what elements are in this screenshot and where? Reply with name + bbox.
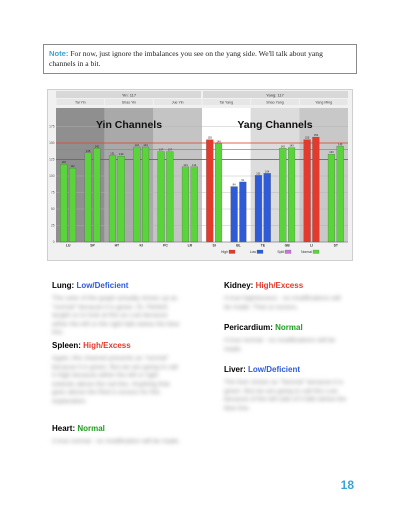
x-tick-label: LU xyxy=(65,243,71,248)
x-tick-label: SI xyxy=(212,243,216,248)
bar-value-label: 144 xyxy=(134,143,139,147)
bar-value-label: 137 xyxy=(158,148,164,152)
kidney-status: High/Excess xyxy=(255,281,304,290)
bar xyxy=(215,144,222,242)
bar xyxy=(337,146,344,242)
x-tick-label: PC xyxy=(163,243,168,248)
bar xyxy=(93,148,100,242)
yin-header-label: Yin: 117 xyxy=(121,92,137,98)
subheader-label: Jue Yin xyxy=(171,100,184,105)
x-tick-label: KI xyxy=(139,243,143,248)
bar-value-label: 145 xyxy=(338,143,343,147)
pericardium-status: Normal xyxy=(275,323,303,332)
bar xyxy=(158,152,165,242)
bar xyxy=(69,168,76,242)
kidney-body: A true high/excess - no modifications will be made. That us excess. xyxy=(224,295,341,311)
bar-value-label: 155 xyxy=(207,136,212,140)
y-tick-label: 25 xyxy=(50,223,55,228)
yang-header-label: Yang: 117 xyxy=(266,92,284,98)
bar xyxy=(328,154,335,242)
subheader-label: Yang Ming xyxy=(315,100,333,105)
bar xyxy=(312,137,319,242)
spleen-body: Again, this channel presents as "normal" because it is green. But we are going to call it High because either the left or right extends above the red line. Anything that goes above the Red is excess for this explanation. xyxy=(52,355,178,405)
lung-heading xyxy=(52,281,128,290)
heart-body: A true normal - no modification will be made. xyxy=(52,438,180,445)
y-tick-label: 150 xyxy=(49,141,55,146)
legend-label: Normal xyxy=(301,250,312,254)
heart-heading xyxy=(52,424,105,433)
bar-value-label: 114 xyxy=(192,163,197,167)
kidney-heading xyxy=(224,281,303,290)
bar xyxy=(142,147,149,242)
subheader-label: Shao Yang xyxy=(266,100,284,105)
liver-label: Liver: xyxy=(224,365,249,374)
x-tick-label: LR xyxy=(187,243,193,248)
x-tick-label: ST xyxy=(333,243,339,248)
bar-value-label: 130 xyxy=(119,153,124,157)
bar-value-label: 142 xyxy=(94,145,100,149)
x-tick-label: BL xyxy=(236,243,241,248)
y-tick-label: 125 xyxy=(49,157,55,162)
bar-value-label: 142 xyxy=(280,145,285,149)
bar-value-label: 133 xyxy=(329,151,334,155)
x-tick-label: GB xyxy=(284,243,290,248)
lung-label: Lung: xyxy=(52,281,77,290)
bar xyxy=(239,182,246,242)
subheader-label: Tai Yin xyxy=(75,100,86,105)
note-text: For now, just ignore the imbalances you see on the yang side. We'll talk about yang channels in a bit. xyxy=(49,49,323,68)
x-tick-label: LI xyxy=(309,243,314,248)
note-box xyxy=(43,44,357,74)
bar-value-label: 101 xyxy=(256,172,261,176)
y-tick-label: 0 xyxy=(52,240,55,245)
y-tick-label: 75 xyxy=(50,190,55,195)
page-number: 18 xyxy=(340,478,354,492)
bar-value-label: 104 xyxy=(265,170,270,174)
meridian-bar-chart xyxy=(47,89,353,261)
spleen-status: High/Excess xyxy=(83,341,131,350)
kidney-label: Kidney: xyxy=(224,281,256,290)
bar-value-label: 149 xyxy=(216,140,221,144)
bar xyxy=(279,148,286,242)
bar xyxy=(304,140,311,242)
bar-value-label: 155 xyxy=(304,136,310,140)
legend-swatch xyxy=(257,250,263,254)
spleen-heading xyxy=(52,341,131,350)
heart-status: Normal xyxy=(77,424,105,433)
pericardium-body: A true normal - no modifications will be made. xyxy=(224,337,336,353)
bar xyxy=(109,156,116,242)
bar xyxy=(166,152,173,242)
x-tick-label: TE xyxy=(260,243,266,248)
bar xyxy=(182,167,189,242)
bar xyxy=(255,175,262,242)
legend-swatch xyxy=(285,250,291,254)
y-tick-label: 100 xyxy=(49,174,55,179)
legend-swatch xyxy=(229,250,235,254)
subheader-label: Tai Yang xyxy=(219,100,234,105)
legend-swatch xyxy=(313,250,319,254)
x-tick-label: SP xyxy=(90,243,95,248)
legend-label: Split xyxy=(277,250,284,254)
legend-label: Low xyxy=(249,250,256,254)
bar-value-label: 84 xyxy=(232,183,236,187)
bar xyxy=(288,148,295,242)
bar xyxy=(60,164,67,242)
bar xyxy=(191,167,198,242)
liver-heading xyxy=(224,365,300,374)
lung-body: The color of the graph actually shows up as "normal" because it is green. Dr. Pehlich taught us to look at this as Low because either the left or the right falls below the blue line. xyxy=(52,295,180,336)
bar-value-label: 137 xyxy=(167,148,173,152)
bar-value-label: 114 xyxy=(183,163,188,167)
bar-value-label: 159 xyxy=(313,134,319,138)
note-prefix: Note: xyxy=(49,49,69,58)
yang-section-title: Yang Channels xyxy=(237,119,313,131)
y-tick-label: 175 xyxy=(49,124,55,129)
bar-value-label: 135 xyxy=(85,149,91,153)
bar xyxy=(133,147,140,242)
bar-value-label: 144 xyxy=(143,143,148,147)
chart-svg xyxy=(48,90,352,260)
pericardium-label: Pericardium: xyxy=(224,323,276,332)
liver-status: Low/Deficient xyxy=(248,365,301,374)
heart-label: Heart: xyxy=(52,424,78,433)
lung-status: Low/Deficient xyxy=(76,281,129,290)
y-tick-label: 50 xyxy=(50,207,55,212)
bar xyxy=(206,140,213,242)
bar xyxy=(85,153,92,242)
spleen-label: Spleen: xyxy=(52,341,84,350)
bar-value-label: 131 xyxy=(110,152,115,156)
bar-value-label: 118 xyxy=(61,161,66,165)
subheader-label: Shao Yin xyxy=(121,100,137,105)
bar xyxy=(231,187,238,242)
liver-body: The liver shows as "Normal" because it is green. But we are going to call this Low because of the left side of it falls below the blue line. xyxy=(224,379,347,412)
bar xyxy=(264,173,271,242)
legend-label: High xyxy=(221,250,228,254)
bar-value-label: 112 xyxy=(70,165,75,169)
bar-value-label: 91 xyxy=(241,178,245,182)
x-tick-label: HT xyxy=(114,243,120,248)
bar-value-label: 143 xyxy=(289,144,294,148)
yin-section-title: Yin Channels xyxy=(95,119,163,131)
pericardium-heading xyxy=(224,323,303,332)
bar xyxy=(118,156,125,242)
